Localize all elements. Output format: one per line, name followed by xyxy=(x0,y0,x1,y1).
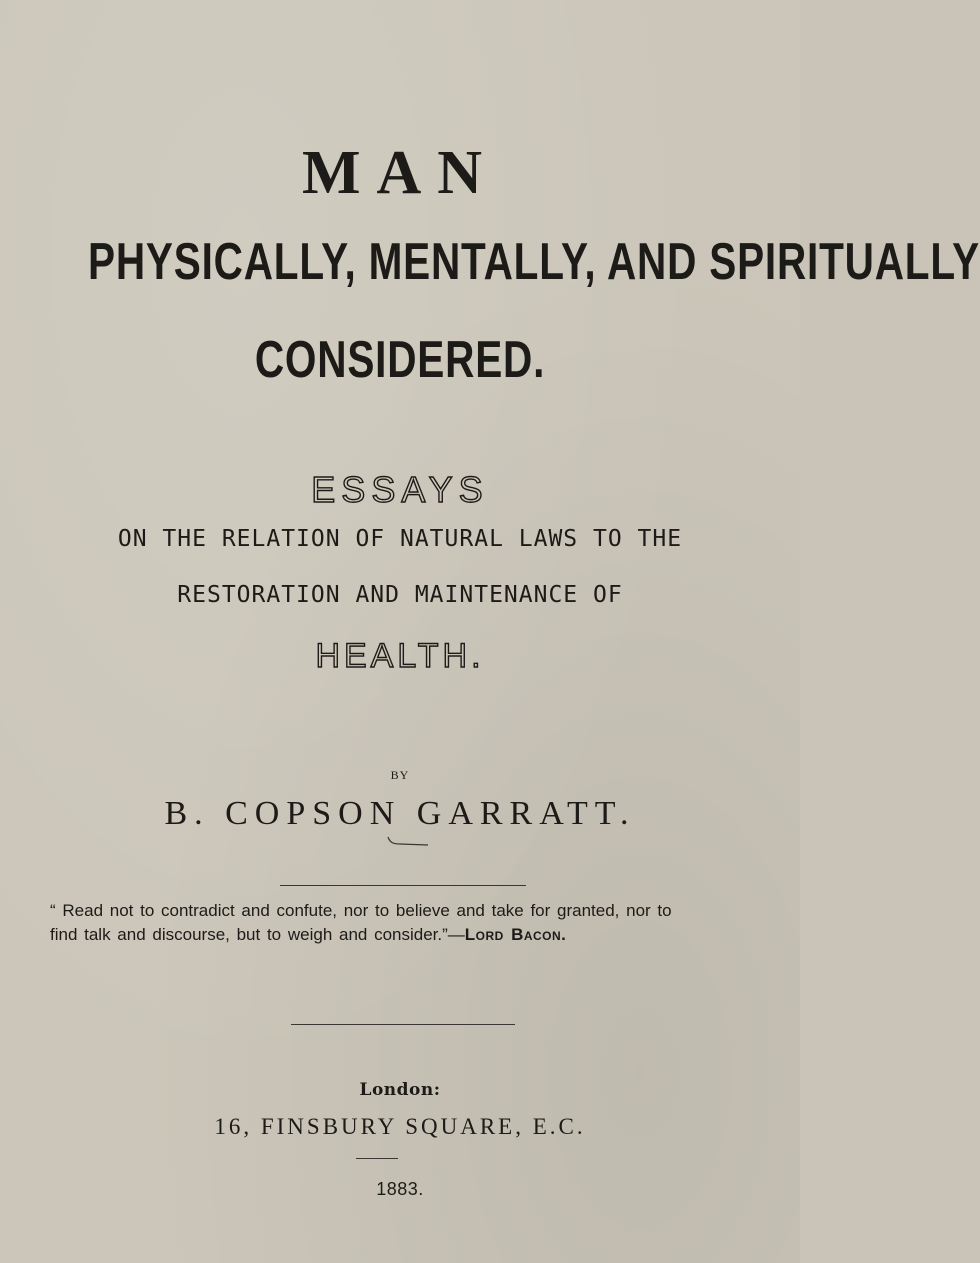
epigraph-line-2-text: find talk and discourse, but to weigh and consider.”— xyxy=(50,925,465,944)
epigraph-line-2 xyxy=(50,923,760,947)
book-title: MAN xyxy=(301,139,499,207)
epigraph-line-1: “ Read not to contradict and confute, nor to believe and take for granted, nor to xyxy=(50,901,672,920)
description-line-2: RESTORATION AND MAINTENANCE OF xyxy=(177,582,623,608)
imprint-city: London: xyxy=(359,1080,441,1100)
imprint-address: 16, FINSBURY SQUARE, E.C. xyxy=(214,1114,586,1139)
author-name: B. COPSON GARRATT. xyxy=(164,795,636,832)
divider-rule-top xyxy=(280,885,526,886)
epigraph-attribution: Lord Bacon. xyxy=(464,925,567,944)
flourish-ornament xyxy=(386,834,430,848)
subtitle-line-1: PHYSICALLY, MENTALLY, AND SPIRITUALLY xyxy=(88,233,980,291)
subtitle-line-2: CONSIDERED. xyxy=(254,331,546,389)
essays-heading: ESSAYS xyxy=(311,469,489,510)
divider-rule-bottom xyxy=(291,1024,515,1025)
description-line-3: HEALTH. xyxy=(315,637,485,675)
divider-rule-short xyxy=(356,1158,398,1159)
by-label: BY xyxy=(390,768,410,782)
epigraph xyxy=(50,899,760,947)
description-line-1: ON THE RELATION OF NATURAL LAWS TO THE xyxy=(117,526,683,552)
imprint-year: 1883. xyxy=(376,1179,424,1199)
